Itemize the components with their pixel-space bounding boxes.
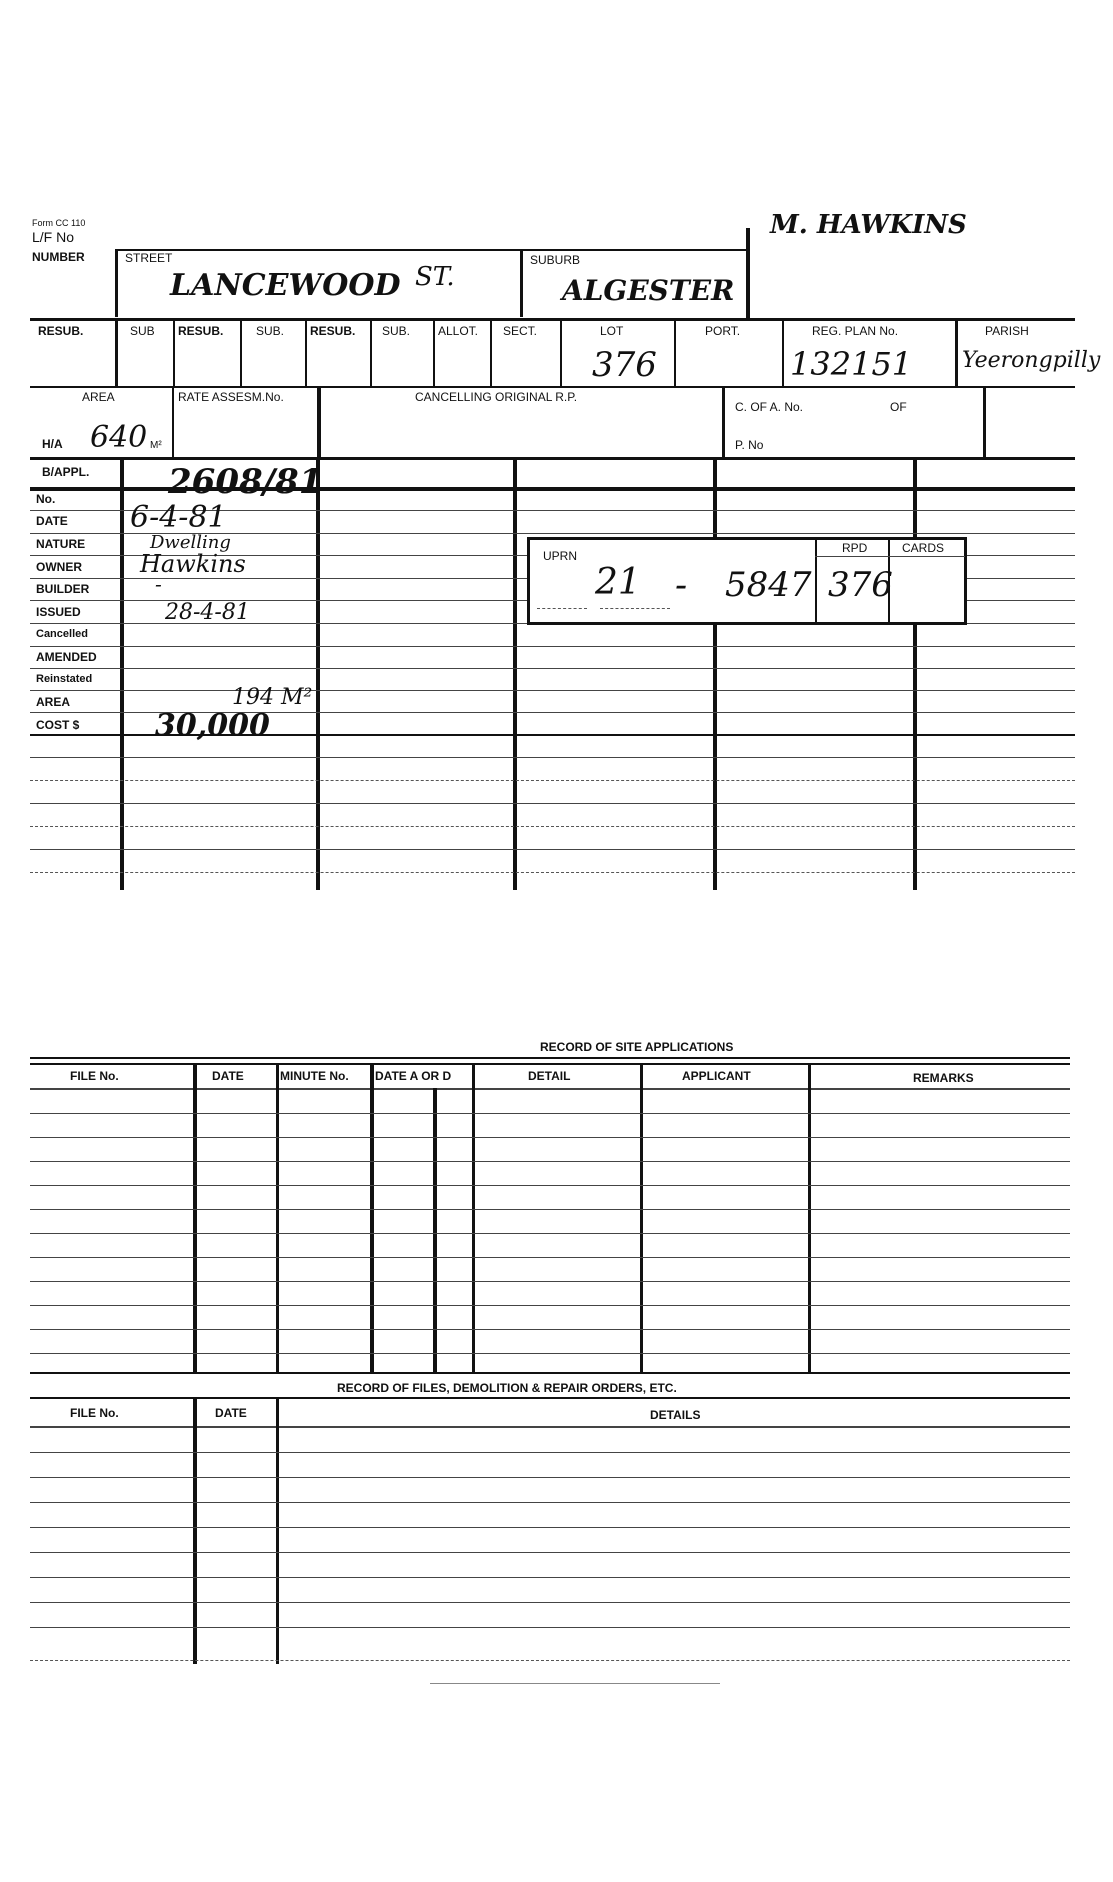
left-label-no: No. <box>36 492 56 506</box>
parish-label: PARISH <box>985 324 1029 338</box>
uprn-part2-value: 5847 <box>725 565 812 605</box>
site-col-minute-no: MINUTE No. <box>280 1069 349 1083</box>
resub-divider <box>490 320 492 386</box>
header-top-line <box>115 249 746 251</box>
site-column-line <box>808 1063 811 1373</box>
resub-divider <box>305 320 307 386</box>
street-left-border <box>115 249 118 317</box>
site-column-line <box>370 1063 374 1373</box>
files-column-line <box>276 1399 279 1664</box>
files-row-line <box>30 1552 1070 1553</box>
c-of-a-label: C. OF A. No. <box>735 400 804 414</box>
site-row-line <box>30 1209 1070 1210</box>
resub2-label: RESUB. <box>178 324 224 338</box>
site-col-date: DATE <box>212 1069 244 1083</box>
uprn-header-line <box>815 556 965 557</box>
left-label-reinstated: Reinstated <box>36 673 93 685</box>
site-row-line <box>30 1257 1070 1258</box>
application-date-value: 6-4-81 <box>130 500 227 535</box>
resub-row-bottom <box>30 386 1075 388</box>
left-label-builder: BUILDER <box>36 582 90 596</box>
grid-row-line <box>30 803 1075 804</box>
resub-divider <box>240 320 242 386</box>
p-no-label: P. No <box>735 438 764 452</box>
rate-assessment-label: RATE ASSESM.No. <box>178 390 284 404</box>
area-divider <box>722 388 725 458</box>
left-label-nature: NATURE <box>36 537 86 551</box>
suburb-left-border <box>520 249 523 317</box>
resub-label: RESUB. <box>38 324 84 338</box>
left-label-cancelled: Cancelled <box>36 628 88 640</box>
site-row-line <box>30 1353 1070 1354</box>
suburb-label: SUBURB <box>530 253 581 267</box>
number-label: NUMBER <box>32 250 85 264</box>
site-col-file-no: FILE No. <box>70 1069 119 1083</box>
grid-top-line <box>30 457 1075 460</box>
files-col-details: DETAILS <box>650 1408 701 1422</box>
resub-divider <box>370 320 372 386</box>
site-table-top-2 <box>30 1063 1070 1065</box>
uprn-rpd-divider <box>815 537 817 622</box>
site-row-line <box>30 1305 1070 1306</box>
site-col-date-a-or-d: DATE A OR D <box>375 1069 452 1083</box>
files-orders-title: RECORD OF FILES, DEMOLITION & REPAIR ORDERS, ETC. <box>337 1381 677 1395</box>
resub-divider <box>560 320 562 386</box>
site-column-line <box>472 1063 475 1373</box>
area-sqm-value: 194 M² <box>232 685 313 710</box>
left-label-owner: OWNER <box>36 560 82 574</box>
grid-row-line <box>30 690 1075 691</box>
header-right-border <box>746 228 750 318</box>
sub-label: SUB <box>130 324 155 338</box>
sub3-label: SUB. <box>382 324 411 338</box>
port-label: PORT. <box>705 324 741 338</box>
left-label-area: AREA <box>36 695 71 709</box>
area-divider <box>317 388 321 458</box>
reg-plan-label: REG. PLAN No. <box>812 324 899 338</box>
grid-row-line <box>30 646 1075 647</box>
files-row-line <box>30 1577 1070 1578</box>
area-value: 640 <box>90 420 148 455</box>
left-label-issued: ISSUED <box>36 605 81 619</box>
site-table-top-1 <box>30 1057 1070 1059</box>
site-column-line <box>640 1063 643 1373</box>
suburb-value: ALGESTER <box>562 274 735 307</box>
files-table-top-2 <box>30 1397 1070 1399</box>
resub-row-top <box>30 318 1075 321</box>
area-divider <box>983 388 986 458</box>
owner-header: M. HAWKINS <box>770 210 967 240</box>
site-col-remarks: REMARKS <box>913 1071 974 1085</box>
street-type-value: ST. <box>415 262 455 292</box>
files-table-top-1 <box>30 1372 1070 1374</box>
m2-label: M² <box>150 440 162 451</box>
files-table-header-line <box>30 1426 1070 1428</box>
site-column-line <box>433 1088 437 1373</box>
lot-value: 376 <box>592 345 657 385</box>
grid-row-line <box>30 872 1075 873</box>
resub-divider <box>782 320 784 386</box>
uprn-label: UPRN <box>543 549 578 563</box>
site-row-line <box>30 1329 1070 1330</box>
parish-value: Yeerongpilly <box>962 348 1101 373</box>
site-row-line <box>30 1233 1070 1234</box>
left-label-amended: AMENDED <box>36 650 97 664</box>
site-row-line <box>30 1185 1070 1186</box>
resub-divider <box>433 320 435 386</box>
cards-label: CARDS <box>902 541 945 555</box>
files-row-line <box>30 1477 1070 1478</box>
site-column-line <box>276 1063 279 1373</box>
reg-plan-value: 132151 <box>790 345 913 383</box>
uprn-part1-value: 21 <box>595 562 641 603</box>
cost-value: 30,000 <box>155 708 270 743</box>
files-column-line <box>193 1399 197 1664</box>
resub3-label: RESUB. <box>310 324 356 338</box>
nature-value: Dwelling <box>150 532 231 553</box>
grid-row-line <box>30 668 1075 669</box>
grid-row-line <box>30 780 1075 781</box>
grid-row-line <box>30 849 1075 850</box>
site-row-line <box>30 1161 1070 1162</box>
left-label-bappl: B/APPL. <box>42 465 90 479</box>
cancelling-label: CANCELLING ORIGINAL R.P. <box>415 390 578 404</box>
street-label: STREET <box>125 251 173 265</box>
uprn-dots <box>537 608 587 609</box>
files-col-file-no: FILE No. <box>70 1406 119 1420</box>
files-row-line <box>30 1502 1070 1503</box>
resub-divider <box>115 320 118 386</box>
site-row-line <box>30 1113 1070 1114</box>
files-row-line <box>30 1527 1070 1528</box>
files-row-line <box>30 1452 1070 1453</box>
rpd-label: RPD <box>842 541 868 555</box>
site-table-header-line <box>30 1088 1070 1090</box>
grid-row-line <box>30 757 1075 758</box>
site-row-line <box>30 1281 1070 1282</box>
uprn-separator: - <box>675 565 688 606</box>
owner-value: Hawkins <box>140 550 246 578</box>
site-applications-title: RECORD OF SITE APPLICATIONS <box>540 1040 734 1054</box>
area-divider <box>172 388 174 458</box>
resub-divider <box>173 320 175 386</box>
uprn-dots <box>600 608 670 609</box>
files-col-date: DATE <box>215 1406 247 1420</box>
left-label-cost: COST $ <box>36 718 80 732</box>
site-column-line <box>193 1063 197 1373</box>
street-value: LANCEWOOD <box>170 268 401 303</box>
footer-line <box>430 1683 720 1684</box>
files-row-line <box>30 1627 1070 1628</box>
ha-label: H/A <box>42 437 63 451</box>
area-label: AREA <box>82 390 115 404</box>
site-col-applicant: APPLICANT <box>682 1069 751 1083</box>
sect-label: SECT. <box>503 324 538 338</box>
issued-value: 28-4-81 <box>165 600 250 625</box>
site-row-line <box>30 1137 1070 1138</box>
sub2-label: SUB. <box>256 324 285 338</box>
rpd-value: 376 <box>828 565 893 605</box>
lf-no-label: L/F No <box>32 229 75 245</box>
files-row-line <box>30 1602 1070 1603</box>
grid-row-line <box>30 826 1075 827</box>
lot-label: LOT <box>600 324 624 338</box>
files-row-line <box>30 1660 1070 1661</box>
left-label-date: DATE <box>36 514 68 528</box>
site-col-detail: DETAIL <box>528 1069 571 1083</box>
resub-divider <box>955 320 958 386</box>
allot-label: ALLOT. <box>438 324 479 338</box>
builder-value: - <box>155 572 162 596</box>
of-label: OF <box>890 400 907 414</box>
application-number-value: 2608/81 <box>168 462 323 502</box>
form-id: Form CC 110 <box>32 218 86 228</box>
resub-divider <box>674 320 676 386</box>
